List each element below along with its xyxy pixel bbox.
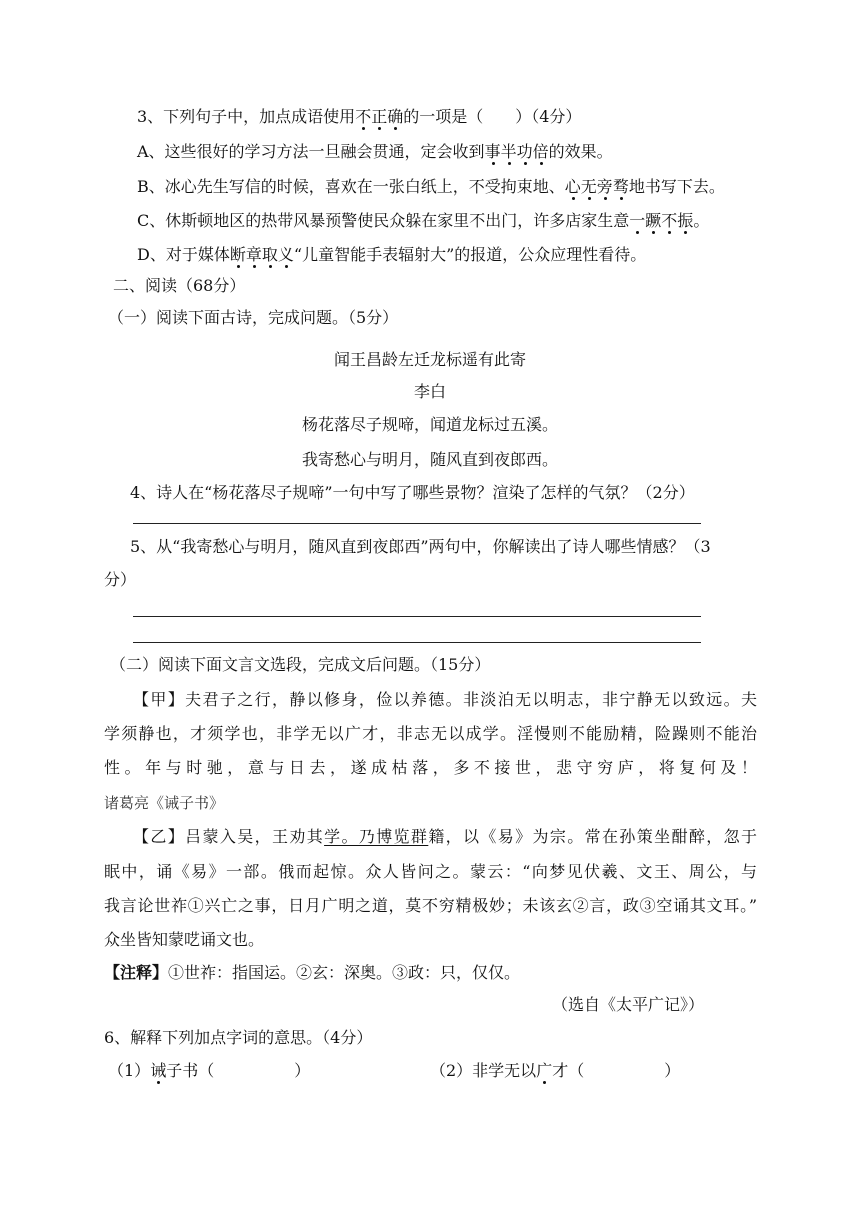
yi-line-3: 我言论世祚①兴亡之事，日月广明之道，莫不穷精极妙；未该玄②言，政③空诵其文耳。” <box>104 896 757 915</box>
dotted-char: 确 <box>387 107 404 126</box>
item-blank[interactable]: 才（ ） <box>552 1061 681 1080</box>
q3-option-c <box>137 210 709 232</box>
dotted-char: 功 <box>516 142 533 161</box>
option-text: A、这些很好的学习方法一旦融会贯通，定会收到 <box>137 142 485 161</box>
yi-line-1 <box>133 826 757 848</box>
poem-title: 闻王昌龄左迁龙标遥有此寄 <box>333 350 526 369</box>
dotted-char: 不 <box>661 211 678 230</box>
option-text-tail: 地书写下去。 <box>628 177 725 196</box>
section-title: 二、阅读（68分） <box>113 276 246 295</box>
q5-stem-line2: 分） <box>104 570 137 589</box>
option-text: B、冰心先生写信的时候，喜欢在一张白纸上，不受拘束地、 <box>137 177 565 196</box>
q6-item-1 <box>108 1060 310 1082</box>
q5-stem-line1: 5、从“我寄愁心与明月，随风直到夜郎西”两句中，你解读出了诗人哪些情感？（3 <box>130 537 711 556</box>
dotted-char: 章 <box>245 245 262 264</box>
dotted-char: 诫 <box>150 1061 167 1080</box>
dotted-char: 旁 <box>596 177 613 196</box>
yi-source: （选自《太平广记》） <box>552 995 705 1014</box>
yi-text: 【乙】吕蒙入吴，王劝其 <box>133 827 325 846</box>
part2-title: （二）阅读下面文言文选段，完成文后问题。（15分） <box>110 655 491 674</box>
annotation-text: ①世祚：指国运。②玄：深奥。③政：只，仅仅。 <box>168 963 521 982</box>
dotted-char: 无 <box>580 177 597 196</box>
part1-title: （一）阅读下面古诗，完成问题。（5分） <box>108 308 399 327</box>
option-text: D、对于媒体 <box>137 245 230 264</box>
yi-line-4: 众坐皆知蒙呓诵文也。 <box>104 930 265 949</box>
q6-stem: 6、解释下列加点字词的意思。（4分） <box>104 1028 373 1047</box>
poem-line-1: 杨花落尽子规啼，闻道龙标过五溪。 <box>301 415 558 434</box>
jia-line-1: 【甲】夫君子之行，静以修身，俭以养德。非淡泊无以明志，非宁静无以致远。夫 <box>133 690 757 709</box>
dotted-char: 半 <box>500 142 517 161</box>
answer-line[interactable] <box>133 616 701 617</box>
jia-line-3: 性。年与时驰，意与日去，遂成枯落，多不接世，悲守穷庐，将复何及！ <box>104 758 757 777</box>
q6-item-2 <box>430 1060 680 1082</box>
item-number: （1） <box>108 1061 151 1080</box>
underlined-text: 学。乃博览群 <box>324 827 429 846</box>
option-text: C、休斯顿地区的热带风暴预警使民众躲在家里不出门，许多店家生意 <box>137 211 630 230</box>
dotted-char: 心 <box>564 177 581 196</box>
yi-text-tail: 籍，以《易》为宗。常在孙策坐酣醉，忽于 <box>428 827 757 846</box>
dotted-char: 广 <box>536 1061 553 1080</box>
dotted-char: 取 <box>261 245 278 264</box>
dotted-char: 正 <box>371 107 388 126</box>
answer-line[interactable] <box>133 642 701 643</box>
dotted-char: 断 <box>229 245 246 264</box>
q3-stem-text: 3、下列句子中，加点成语使用 <box>137 107 356 126</box>
item-blank[interactable]: 子书（ ） <box>166 1061 311 1080</box>
q3-stem-tail: 的一项是（ ）（4分） <box>403 107 582 126</box>
option-text-tail: 的效果。 <box>548 142 613 161</box>
item-number: （2）非学无以 <box>430 1061 537 1080</box>
annotation <box>104 962 520 984</box>
jia-line-2: 学须静也，才须学也，非学无以广才，非志无以成学。淫慢则不能励精，险躁则不能治 <box>104 724 757 743</box>
poem-author: 李白 <box>413 382 446 401</box>
q3-option-a <box>137 141 613 163</box>
answer-line[interactable] <box>133 523 701 524</box>
option-text-tail: 。 <box>693 211 710 230</box>
jia-source: 诸葛亮《诫子书》 <box>104 794 225 812</box>
dotted-char: 振 <box>677 211 694 230</box>
q3-option-b <box>137 176 725 198</box>
dotted-char: 事 <box>484 142 501 161</box>
dotted-char: 骛 <box>612 177 629 196</box>
dotted-char: 蹶 <box>645 211 662 230</box>
dotted-char: 不 <box>355 107 372 126</box>
poem-line-2: 我寄愁心与明月，随风直到夜郎西。 <box>301 450 558 469</box>
yi-line-2: 眠中，诵《易》一部。俄而起惊。众人皆问之。蒙云：“向梦见伏羲、文王、周公，与 <box>104 862 757 881</box>
q4-stem: 4、诗人在“杨花落尽子规啼”一句中写了哪些景物？渲染了怎样的气氛？（2分） <box>130 483 695 502</box>
annotation-label: 【注释】 <box>104 963 169 982</box>
option-text-tail: “儿童智能手表辐射大”的报道，公众应理性看待。 <box>293 245 647 264</box>
dotted-char: 一 <box>629 211 646 230</box>
q3-option-d <box>137 244 646 266</box>
dotted-char: 倍 <box>532 142 549 161</box>
q3-stem <box>137 106 581 128</box>
dotted-char: 义 <box>277 245 294 264</box>
